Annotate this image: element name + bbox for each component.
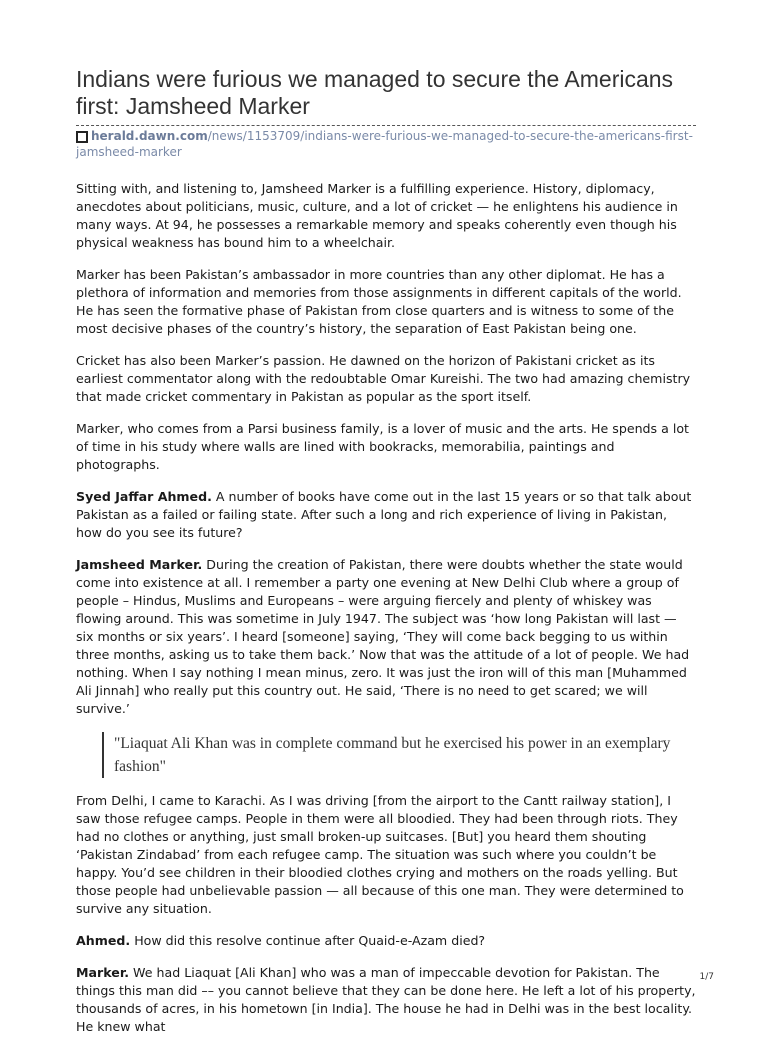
source-domain[interactable]: herald.dawn.com: [91, 129, 208, 143]
title-divider: [76, 125, 696, 126]
paragraph: Marker, who comes from a Parsi business family, is a lover of music and the arts. He spends a lot of time in his study where walls are lined with bookracks, memorabilia, paintings and photographs.: [76, 421, 689, 472]
source-path[interactable]: /news/1153709/indians-were-furious-we-managed-to-secure-the-americans-first-jamsheed-marker: [76, 129, 693, 159]
question-paragraph: [76, 932, 696, 950]
question-paragraph: [76, 488, 696, 542]
page-number: 1/7: [699, 972, 714, 982]
article-body: [76, 180, 696, 1050]
answer-paragraph: [76, 964, 696, 1036]
paragraph: Sitting with, and listening to, Jamsheed Marker is a fulfilling experience. History, diplomacy, anecdotes about politicians, music, culture, and a lot of cricket — he enlightens his audience in many ways. At 94, he possesses a remarkable memory and speaks coherently even though his physical weakness has bound him to a wheelchair.: [76, 181, 678, 250]
paragraph: From Delhi, I came to Karachi. As I was driving [from the airport to the Cantt railway station], I saw those refugee camps. People in them were all bloodied. They had been through riots. They had no clothes or anything, just small broken-up suitcases. [But] you heard them shouting ‘Pakistan Zindabad’ from each refugee camp. The situation was such where you couldn’t be happy. You’d see children in their bloodied clothes crying and mothers on the roads yelling. But those people had unbelievable passion — all because of this one man. They were determined to survive any situation.: [76, 793, 684, 916]
question-text: How did this resolve continue after Quaid-e-Azam died?: [130, 933, 486, 948]
article-title: Indians were furious we managed to secure the Americans first: Jamsheed Marker: [76, 66, 674, 119]
checkbox-icon: [76, 131, 88, 143]
source-link[interactable]: [76, 128, 696, 160]
speaker-name: Syed Jaffar Ahmed.: [76, 489, 212, 504]
question-text: A number of books have come out in the last 15 years or so that talk about Pakistan as a failed or failing state. After such a long and rich experience of living in Pakistan, how do you see its future?: [76, 489, 692, 540]
speaker-name: Ahmed.: [76, 933, 131, 948]
pull-quote: "Liaquat Ali Khan was in complete command but he exercised his power in an exemplary fashion": [102, 732, 696, 778]
answer-text: During the creation of Pakistan, there were doubts whether the state would come into existence at all. I remember a party one evening at New Delhi Club where a group of people – Hindus, Muslims and Europeans – were arguing fiercely and plenty of whiskey was flowing around. This was sometime in July 1947. The subject was ‘how long Pakistan will last — six months or six years’. I heard [someone] saying, ‘They will come back begging to us within three months, asking us to take them back.’ Now that was the attitude of a lot of people. We had nothing. When I say nothing I mean minus, zero. It was just the iron will of this man [Muhammed Ali Jinnah] who really put this country out. He said, ‘There is no need to get scared; we will survive.’: [76, 557, 690, 716]
speaker-name: Marker.: [76, 965, 130, 980]
paragraph: Cricket has also been Marker’s passion. He dawned on the horizon of Pakistani cricket as its earliest commentator along with the redoubtable Omar Kureishi. The two had amazing chemistry that made cricket commentary in Pakistan as popular as the sport itself.: [76, 353, 691, 404]
answer-text: We had Liaquat [Ali Khan] who was a man of impeccable devotion for Pakistan. The things this man did –– you cannot believe that they can be done here. He left a lot of his property, thousands of acres, in his hometown [in India]. The house he had in Delhi was in the best locality. He knew what: [76, 965, 696, 1034]
speaker-name: Jamsheed Marker.: [76, 557, 203, 572]
answer-paragraph: [76, 556, 696, 718]
paragraph: Marker has been Pakistan’s ambassador in more countries than any other diplomat. He has a plethora of information and memories from those assignments in different capitals of the world. He has seen the formative phase of Pakistan from close quarters and is witness to some of the most decisive phases of the country’s history, the separation of East Pakistan being one.: [76, 267, 682, 336]
